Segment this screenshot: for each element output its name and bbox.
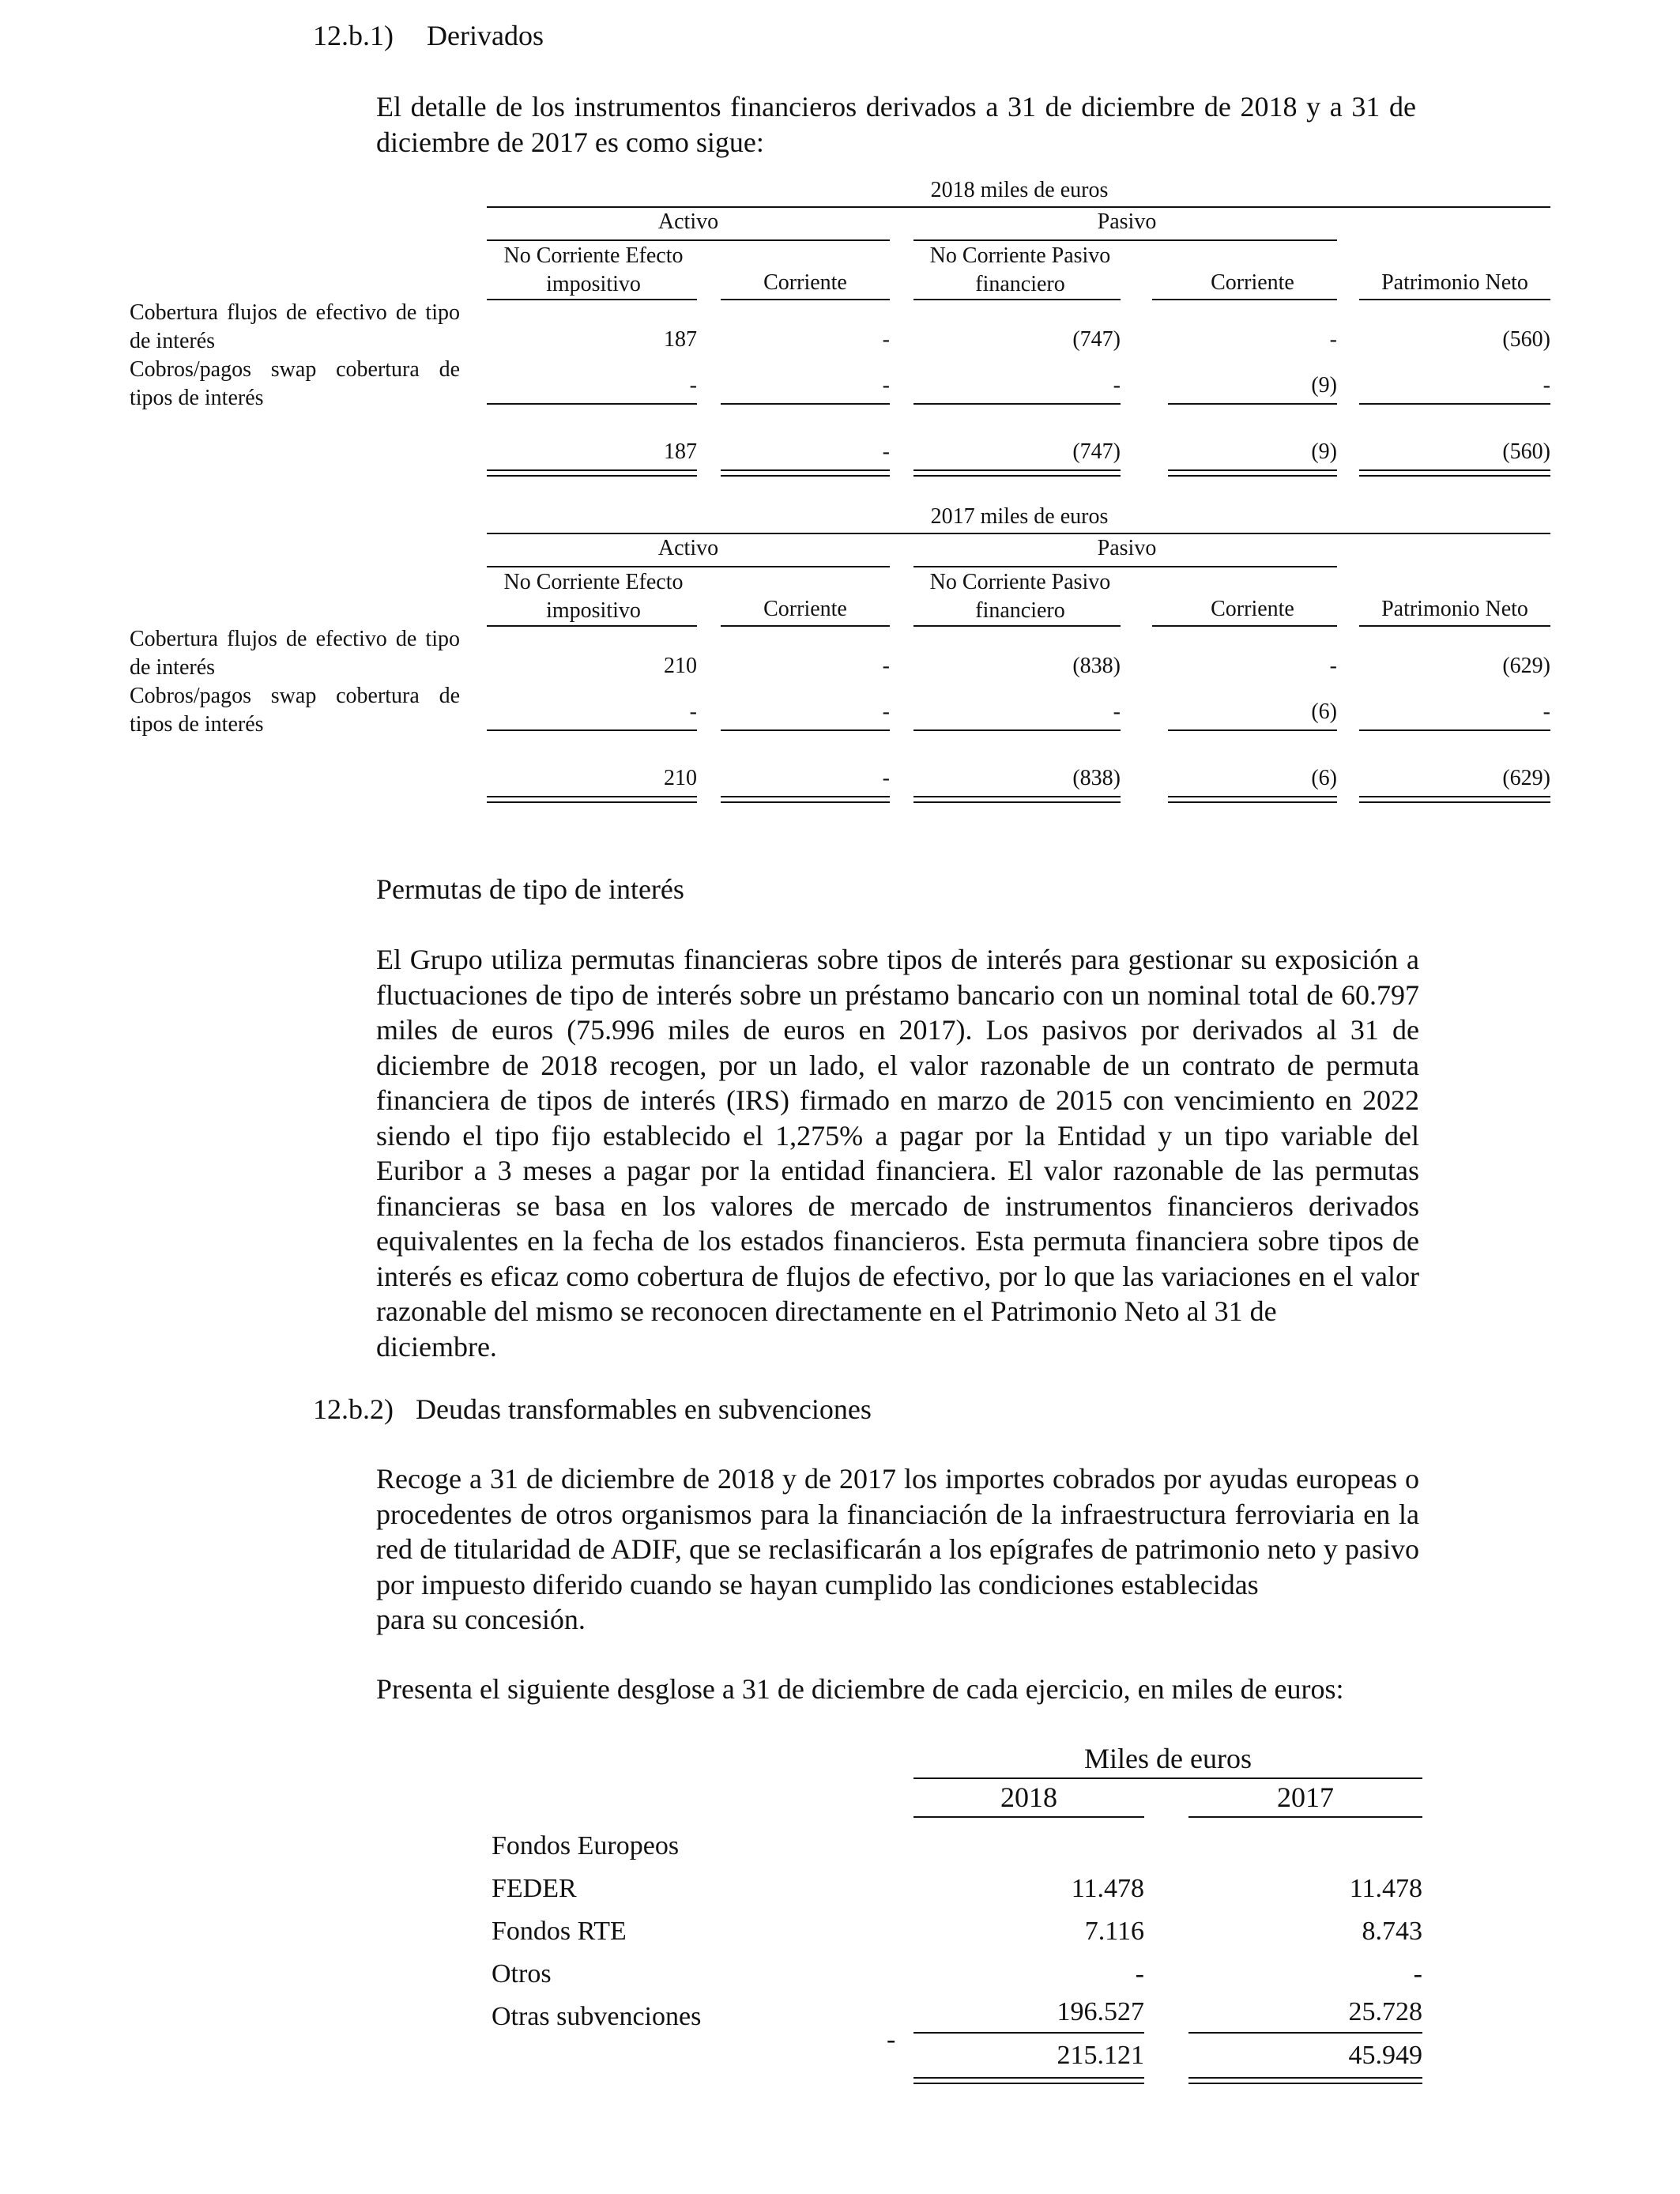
col-no-corriente-pasivo: No Corriente Pasivo financiero — [929, 243, 1111, 296]
group-activo: Activo — [657, 209, 719, 234]
activo-rule — [487, 566, 890, 567]
total-double-rule — [913, 469, 1121, 477]
activo-rule — [487, 239, 890, 241]
group-pasivo: Pasivo — [1097, 536, 1157, 560]
total-double-rule — [1168, 469, 1337, 477]
section-number: 12.b.2) — [313, 1393, 394, 1425]
intro-paragraph — [376, 89, 1416, 160]
deudas-paragraph — [376, 1461, 1419, 1638]
cell: 187 — [664, 327, 697, 352]
col-corriente-activo: Corriente — [763, 597, 847, 621]
value-2017: - — [1413, 1959, 1422, 1989]
table-caption: Miles de euros — [1084, 1743, 1252, 1774]
intro-text: El detalle de los instrumentos financieros derivados a 31 de diciembre de 2018 y a 31 de diciembre de 2017 es como sigue: — [376, 91, 1416, 158]
total-cell: 187 — [664, 439, 697, 464]
cell: - — [882, 699, 890, 724]
total-cell: 210 — [664, 766, 697, 790]
total-double-rule — [1359, 469, 1550, 477]
cell: - — [689, 373, 697, 398]
pasivo-rule — [913, 566, 1337, 567]
total-double-rule — [721, 796, 890, 803]
total-double-rule — [1188, 2077, 1422, 2084]
header-rule-c4 — [1152, 299, 1337, 300]
total-cell: (747) — [1072, 439, 1121, 464]
total-2017: 45.949 — [1348, 2041, 1422, 2070]
total-cell: - — [882, 439, 890, 464]
cell: - — [689, 699, 697, 724]
subtotal-rule — [1359, 729, 1550, 731]
total-2018: 215.121 — [1057, 2041, 1144, 2070]
subtotal-rule — [721, 729, 890, 731]
row-label: Fondos Europeos — [492, 1831, 680, 1860]
cell: - — [1113, 373, 1121, 398]
group-pasivo: Pasivo — [1097, 209, 1157, 234]
total-double-rule — [913, 2077, 1144, 2084]
total-cell: - — [882, 766, 890, 790]
total-cell: (560) — [1502, 439, 1550, 464]
col-patrimonio-neto: Patrimonio Neto — [1381, 597, 1528, 621]
table-caption: 2017 miles de euros — [930, 504, 1109, 529]
cell: (838) — [1072, 654, 1121, 678]
col-corriente-activo: Corriente — [763, 270, 847, 295]
subtotal-rule — [1188, 2032, 1422, 2034]
total-double-rule — [487, 796, 697, 803]
cell: (560) — [1502, 327, 1550, 352]
col-no-corriente-pasivo: No Corriente Pasivo financiero — [929, 570, 1111, 623]
subtotal-rule — [487, 403, 697, 405]
row-label: Cobertura flujos de efectivo de tipo de interés — [130, 300, 460, 353]
row-label: Cobros/pagos swap cobertura de tipos de interés — [130, 357, 460, 410]
pasivo-rule — [913, 239, 1337, 241]
subtotal-rule — [721, 403, 890, 405]
header-rule-c5 — [1359, 299, 1550, 300]
header-rule-c3 — [913, 625, 1121, 627]
year-rule — [913, 1816, 1144, 1818]
cell: - — [1543, 373, 1550, 398]
header-rule-c1 — [487, 299, 697, 300]
table-top-rule — [487, 533, 1550, 534]
value-2018: 11.478 — [1071, 1874, 1144, 1903]
row-label: Cobertura flujos de efectivo de tipo de interés — [130, 627, 460, 680]
cell: - — [882, 373, 890, 398]
section-number: 12.b.1) — [313, 20, 394, 51]
total-cell: (9) — [1311, 439, 1337, 464]
header-rule-c1 — [487, 625, 697, 627]
total-double-rule — [721, 469, 890, 477]
value-2017: 11.478 — [1349, 1874, 1422, 1903]
header-rule-c5 — [1359, 625, 1550, 627]
value-2018: - — [1135, 1959, 1144, 1989]
total-cell: (629) — [1502, 766, 1550, 790]
deudas-text: Recoge a 31 de diciembre de 2018 y de 2017 los importes cobrados por ayudas europeas o procedentes de otros organismos para la financiación de la infraestructura ferroviaria en la red de titularidad de ADIF, que se reclasificarán a los epígrafes de patrimonio neto y pasivo por impuesto diferido cuando se hayan cumplido las condiciones establecidas — [376, 1463, 1419, 1600]
cell: - — [882, 654, 890, 678]
subtotal-rule — [1168, 729, 1337, 731]
col-no-corriente-efecto: No Corriente Efecto impositivo — [503, 243, 684, 296]
value-2018: 196.527 — [1057, 1997, 1144, 2026]
cell: - — [1329, 654, 1337, 678]
deudas-text-end: para su concesión. — [376, 1604, 586, 1635]
table-caption: 2018 miles de euros — [930, 178, 1109, 202]
header-rule-c2 — [721, 625, 890, 627]
year-header: 2017 — [1277, 1781, 1334, 1813]
group-activo: Activo — [657, 536, 719, 560]
total-double-rule — [913, 796, 1121, 803]
section-title: Derivados — [427, 20, 544, 51]
cell: - — [1113, 699, 1121, 724]
total-double-rule — [1168, 796, 1337, 803]
total-cell: (6) — [1311, 766, 1337, 790]
permutas-text-end: diciembre. — [376, 1330, 497, 1363]
header-rule-c2 — [721, 299, 890, 300]
col-corriente-pasivo: Corriente — [1211, 597, 1294, 621]
desglose-sentence: Presenta el siguiente desglose a 31 de diciembre de cada ejercicio, en miles de euros: — [376, 1673, 1344, 1705]
value-2017: 8.743 — [1362, 1917, 1422, 1946]
col-corriente-pasivo: Corriente — [1211, 270, 1294, 295]
cell: - — [882, 327, 890, 352]
row-label: FEDER — [492, 1874, 577, 1903]
cell: - — [1329, 327, 1337, 352]
year-rule — [1188, 1816, 1422, 1818]
subtotal-rule — [1168, 403, 1337, 405]
header-rule-c3 — [913, 299, 1121, 300]
row-label: Otras subvenciones — [492, 2002, 702, 2031]
row-label: Cobros/pagos swap cobertura de tipos de interés — [130, 684, 460, 737]
cell: (747) — [1072, 327, 1121, 352]
permutas-heading: Permutas de tipo de interés — [376, 873, 684, 905]
cell: - — [1543, 699, 1550, 724]
stray-mark: - — [887, 2025, 896, 2054]
col-patrimonio-neto: Patrimonio Neto — [1381, 270, 1528, 295]
table-top-rule — [487, 206, 1550, 208]
cell: 210 — [664, 654, 697, 678]
permutas-paragraph — [376, 942, 1419, 1364]
row-label: Otros — [492, 1959, 552, 1989]
value-2017: 25.728 — [1348, 1997, 1422, 2026]
subtotal-rule — [913, 729, 1121, 731]
permutas-text: El Grupo utiliza permutas financieras sobre tipos de interés para gestionar su exposición a fluctuaciones de tipo de interés sobre un préstamo bancario con un nominal total de 60.797 miles de euros (75.996 miles de euros en 2017). Los pasivos por derivados al 31 de diciembre de 2018 recogen, por un lado, el valor razonable de un contrato de permuta financiera de tipos de interés (IRS) firmado en marzo de 2015 con vencimiento en 2022 siendo el tipo fijo establecido el 1,275% a pagar por la Entidad y un tipo variable del Euribor a 3 meses a pagar por la entidad financiera. El valor razonable de las permutas financieras se basa en los valores de mercado de instrumentos financieros derivados equivalentes en la fecha de los estados financieros. Esta permuta financiera sobre tipos de interés es eficaz como cobertura de flujos de efectivo, por lo que las variaciones en el valor razonable del mismo se reconocen directamente en el Patrimonio Neto al 31 de — [376, 944, 1419, 1327]
row-label: Fondos RTE — [492, 1917, 627, 1946]
cell: (629) — [1502, 654, 1550, 678]
subtotal-rule — [487, 729, 697, 731]
total-double-rule — [487, 469, 697, 477]
section-title: Deudas transformables en subvenciones — [416, 1393, 872, 1425]
value-2018: 7.116 — [1084, 1917, 1144, 1946]
total-double-rule — [1359, 796, 1550, 803]
caption-rule — [913, 1777, 1422, 1779]
subtotal-rule — [913, 2032, 1144, 2034]
subtotal-rule — [913, 403, 1121, 405]
cell: (6) — [1311, 699, 1337, 724]
cell: (9) — [1311, 373, 1337, 398]
col-no-corriente-efecto: No Corriente Efecto impositivo — [503, 570, 684, 623]
year-header: 2018 — [1000, 1781, 1057, 1813]
total-cell: (838) — [1072, 766, 1121, 790]
subtotal-rule — [1359, 403, 1550, 405]
header-rule-c4 — [1152, 625, 1337, 627]
